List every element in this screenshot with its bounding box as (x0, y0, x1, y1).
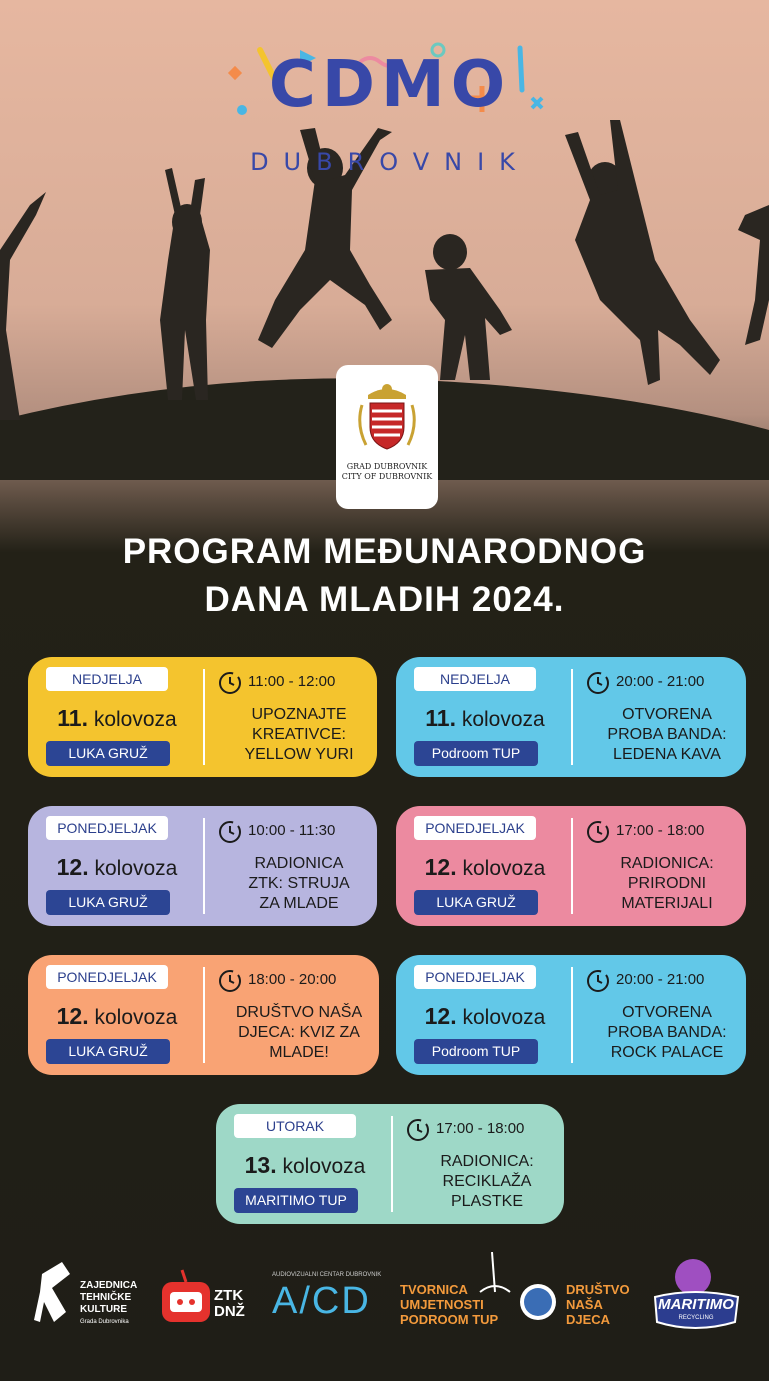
event-title: RADIONICA: PRIRODNI MATERIJALI (620, 855, 714, 912)
event-card (28, 806, 377, 926)
clock-icon (218, 671, 242, 695)
event-card (396, 955, 746, 1075)
event-day: PONEDJELJAK (414, 816, 536, 840)
event-location: Podroom TUP (414, 741, 538, 766)
event-date: 12. kolovoza (424, 854, 546, 880)
event-title: OTVORENA PROBA BANDA: ROCK PALACE (607, 1004, 727, 1061)
event-location: LUKA GRUŽ (46, 1039, 170, 1064)
card-divider (571, 818, 573, 914)
event-day: PONEDJELJAK (414, 965, 536, 989)
sponsor-logos (0, 1252, 769, 1372)
event-location: LUKA GRUŽ (46, 890, 170, 915)
cdmo-logo (220, 40, 560, 180)
event-time: 17:00 - 18:00 (616, 822, 705, 839)
event-card (28, 657, 377, 777)
crest-line-2: CITY OF DUBROVNIK (341, 472, 433, 481)
event-title: OTVORENA PROBA BANDA: LEDENA KAVA (607, 706, 727, 763)
octopus-icon (675, 1259, 711, 1295)
clock-icon (586, 820, 610, 844)
ztk-logo-text: ZAJEDNICA TEHNIČKE KULTURE Grada Dubrovnika (80, 1280, 138, 1325)
city-crest-badge (336, 365, 438, 509)
coat-of-arms-icon (336, 365, 438, 460)
event-title: DRUŠTVO NAŠA DJECA: KVIZ ZA MLADE! (235, 1004, 363, 1061)
card-divider (203, 967, 205, 1063)
card-divider (203, 669, 205, 765)
event-time: 18:00 - 20:00 (248, 971, 337, 988)
event-card (396, 657, 746, 777)
event-time: 17:00 - 18:00 (436, 1120, 525, 1137)
event-date: 11. kolovoza (425, 705, 545, 731)
event-time: 11:00 - 12:00 (248, 673, 336, 690)
event-location: MARITIMO TUP (234, 1188, 358, 1213)
event-card (28, 955, 379, 1075)
event-time: 20:00 - 21:00 (616, 673, 705, 690)
event-location: LUKA GRUŽ (414, 890, 538, 915)
avc-logo-text: A/CD (272, 1280, 371, 1322)
headline-line-1: PROGRAM MEĐUNARODNOG (122, 532, 647, 571)
event-location: LUKA GRUŽ (46, 741, 170, 766)
maritimo-subtitle: RECYCLING (678, 1315, 714, 1321)
event-time: 20:00 - 21:00 (616, 971, 705, 988)
card-divider (571, 669, 573, 765)
headline-line-2: DANA MLADIH 2024. (204, 580, 565, 619)
event-day: PONEDJELJAK (46, 965, 168, 989)
event-day: NEDJELJA (414, 667, 536, 691)
clock-icon (406, 1118, 430, 1142)
card-divider (571, 967, 573, 1063)
event-date: 11. kolovoza (57, 705, 177, 731)
clock-icon (586, 671, 610, 695)
event-time: 10:00 - 11:30 (248, 822, 336, 839)
event-title: UPOZNAJTE KREATIVCE: YELLOW YURI (244, 706, 354, 763)
event-card (216, 1104, 564, 1224)
avc-caption: AUDIOVIZUALNI CENTAR DUBROVNIK (272, 1272, 382, 1278)
clock-icon (586, 969, 610, 993)
event-title: RADIONICA: RECIKLAŽA PLASTKE (440, 1153, 534, 1210)
maritimo-logo-text: MARITIMO (658, 1296, 734, 1313)
event-date: 12. kolovoza (424, 1003, 546, 1029)
event-day: PONEDJELJAK (46, 816, 168, 840)
crest-line-1: GRAD DUBROVNIK (346, 462, 428, 471)
event-title: RADIONICA ZTK: STRUJA ZA MLADE (248, 855, 350, 912)
logo-word: CDMO (268, 48, 512, 122)
logo-subtitle: DUBROVNIK (250, 148, 530, 176)
event-date: 13. kolovoza (244, 1152, 366, 1178)
card-divider (391, 1116, 393, 1212)
event-location: Podroom TUP (414, 1039, 538, 1064)
clock-icon (218, 969, 242, 993)
dnd-logo-text: DRUŠTVO NAŠA DJECA (566, 1282, 630, 1327)
card-divider (203, 818, 205, 914)
event-day: NEDJELJA (46, 667, 168, 691)
clock-icon (218, 820, 242, 844)
event-day: UTORAK (234, 1114, 356, 1138)
event-card (396, 806, 746, 926)
tup-logo-text: TVORNICA UMJETNOSTI PODROOM TUP (400, 1282, 499, 1327)
ztk-dnz-logo-text: ZTK DNŽ (214, 1287, 245, 1320)
event-date: 12. kolovoza (56, 1003, 178, 1029)
event-date: 12. kolovoza (56, 854, 178, 880)
